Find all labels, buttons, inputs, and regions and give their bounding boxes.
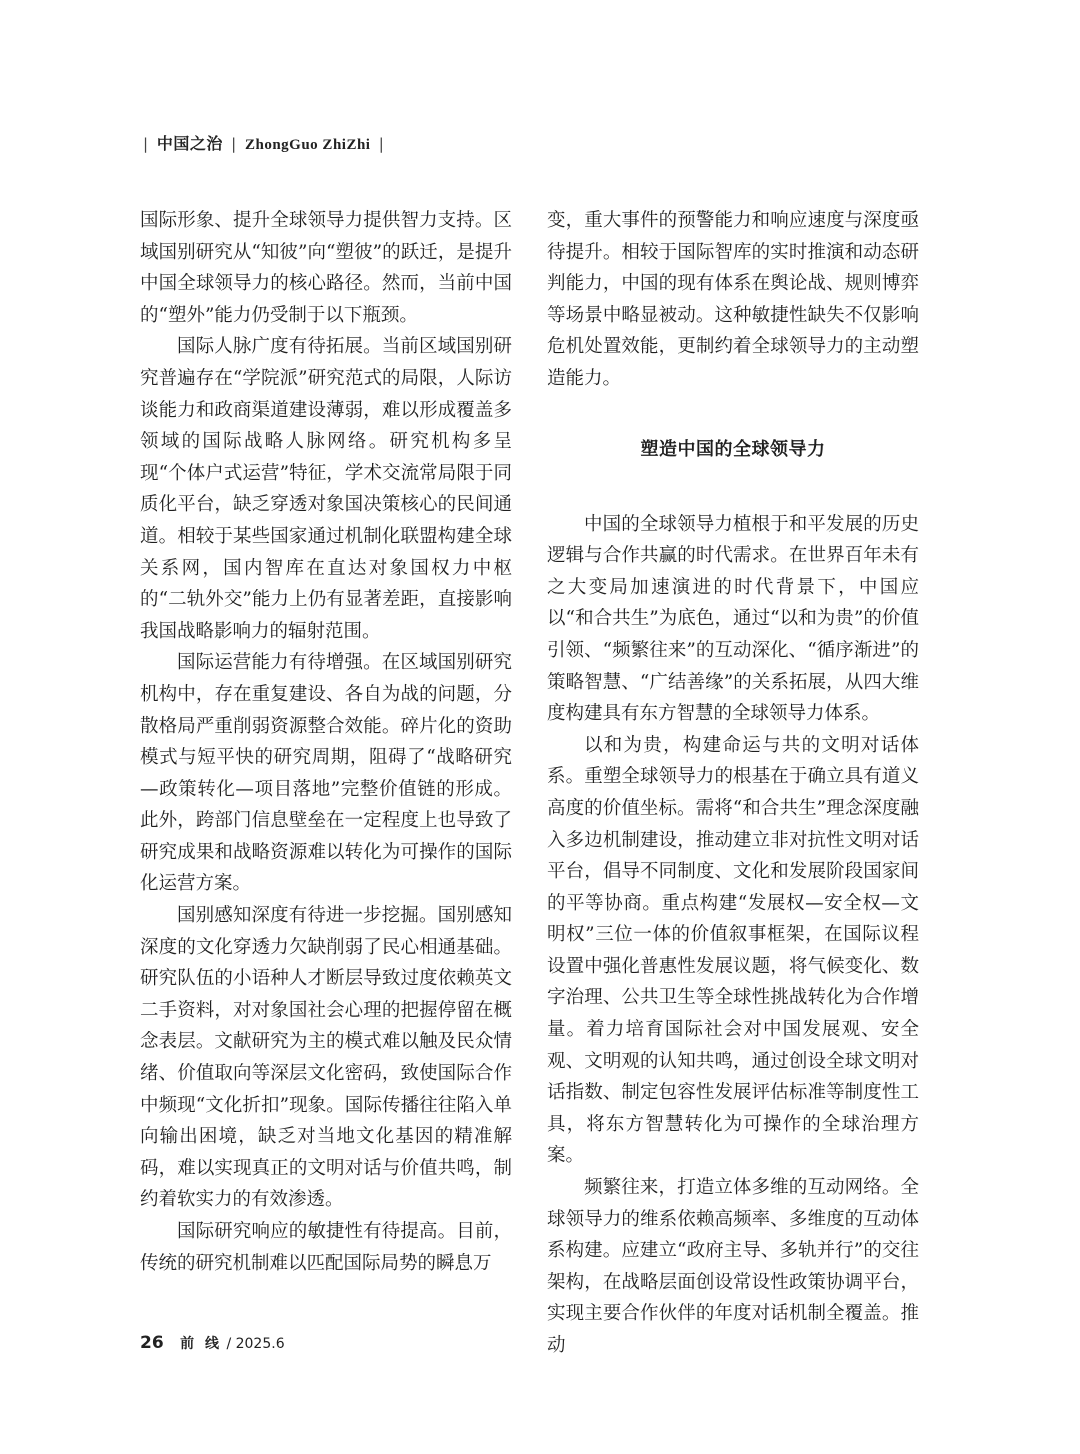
issue-number: / 2025.6 [226,1336,285,1352]
paragraph: 频繁往来，打造立体多维的互动网络。全球领导力的维系依赖高频率、多维度的互动体系构建。应建立“政府主导、多轨并行”的交往架构，在战略层面创设常设性政策协调平台，实现主要合作伙伴的年度对话机制全覆盖。推动 [547,1177,919,1356]
section-heading: 塑造中国的全球领导力 [640,438,826,460]
separator-bar: | [378,135,385,153]
paragraph: 国别感知深度有待进一步挖掘。国别感知深度的文化穿透力欠缺削弱了民心相通基础。研究队伍的小语种人才断层导致过度依赖英文二手资料，对对象国社会心理的把握停留在概念表层。文献研究为主的模式难以触及民众情绪、价值取向等深层文化密码，致使国际合作中频现“文化折扣”现象。国际传播往往陷入单向输出困境，缺乏对当地文化基因的精准解码，难以实现真正的文明对话与价值共鸣，制约着软实力的有效渗透。 [140,905,512,1211]
column-title-en: ZhongGuo ZhiZhi [244,137,371,153]
page-footer [140,1333,285,1353]
paragraph: 国际研究响应的敏捷性有待提高。目前，传统的研究机制难以匹配国际局势的瞬息万 [140,1221,512,1274]
page-number: 26 [140,1333,164,1353]
running-head [140,131,387,154]
separator-bar: | [231,135,237,153]
paragraph: 以和为贵，构建命运与共的文明对话体系。重塑全球领导力的根基在于确立具有道义高度的价值坐标。需将“和合共生”理念深度融入多边机制建设，推动建立非对抗性文明对话平台，倡导不同制度、文化和发展阶段国家间的平等协商。重点构建“发展权—安全权—文明权”三位一体的价值叙事框架，在国际议程设置中强化普惠性发展议题，将气候变化、数字治理、公共卫生等全球性挑战转化为合作增量。着力培育国际社会对中国发展观、安全观、文明观的认知共鸣，通过创设全球文明对话指数、制定包容性发展评估标准等制度性工具，将东方智慧转化为可操作的全球治理方案。 [547,734,919,1167]
left-column [140,205,512,1279]
magazine-name: 前 线 [180,1336,222,1352]
paragraph: 中国的全球领导力植根于和平发展的历史逻辑与合作共赢的时代需求。在世界百年未有之大变局加速演进的时代背景下，中国应以“和合共生”为底色，通过“以和为贵”的价值引领、“频繁往来”的互动深化、“循序渐进”的策略智慧、“广结善缘”的关系拓展，从四大维度构建具有东方智慧的全球领导力体系。 [547,513,919,725]
column-title-cn: 中国之治 [156,134,223,153]
separator-bar: | [143,135,149,153]
right-column [547,205,919,1362]
paragraph: 国际形象、提升全球领导力提供智力支持。区域国别研究从“知彼”向“塑彼”的跃迁，是提升中国全球领导力的核心路径。然而，当前中国的“塑外”能力仍受制于以下瓶颈。 [140,210,512,326]
paragraph: 国际人脉广度有待拓展。当前区域国别研究普遍存在“学院派”研究范式的局限，人际访谈能力和政商渠道建设薄弱，难以形成覆盖多领域的国际战略人脉网络。研究机构多呈现“个体户式运营”特征，学术交流常局限于同质化平台，缺乏穿透对象国决策核心的民间通道。相较于某些国家通过机制化联盟构建全球关系网，国内智库在直达对象国权力中枢的“二轨外交”能力上仍有显著差距，直接影响我国战略影响力的辐射范围。 [140,336,512,642]
paragraph: 国际运营能力有待增强。在区域国别研究机构中，存在重复建设、各自为战的问题，分散格局严重削弱资源整合效能。碎片化的资助模式与短平快的研究周期，阻碍了“战略研究—政策转化—项目落地”完整价值链的形成。此外，跨部门信息壁垒在一定程度上也导致了研究成果和战略资源难以转化为可操作的国际化运营方案。 [140,652,512,895]
paragraph: 变，重大事件的预警能力和响应速度与深度亟待提升。相较于国际智库的实时推演和动态研判能力，中国的现有体系在舆论战、规则博弈等场景中略显被动。这种敏捷性缺失不仅影响危机处置效能，更制约着全球领导力的主动塑造能力。 [547,210,919,389]
